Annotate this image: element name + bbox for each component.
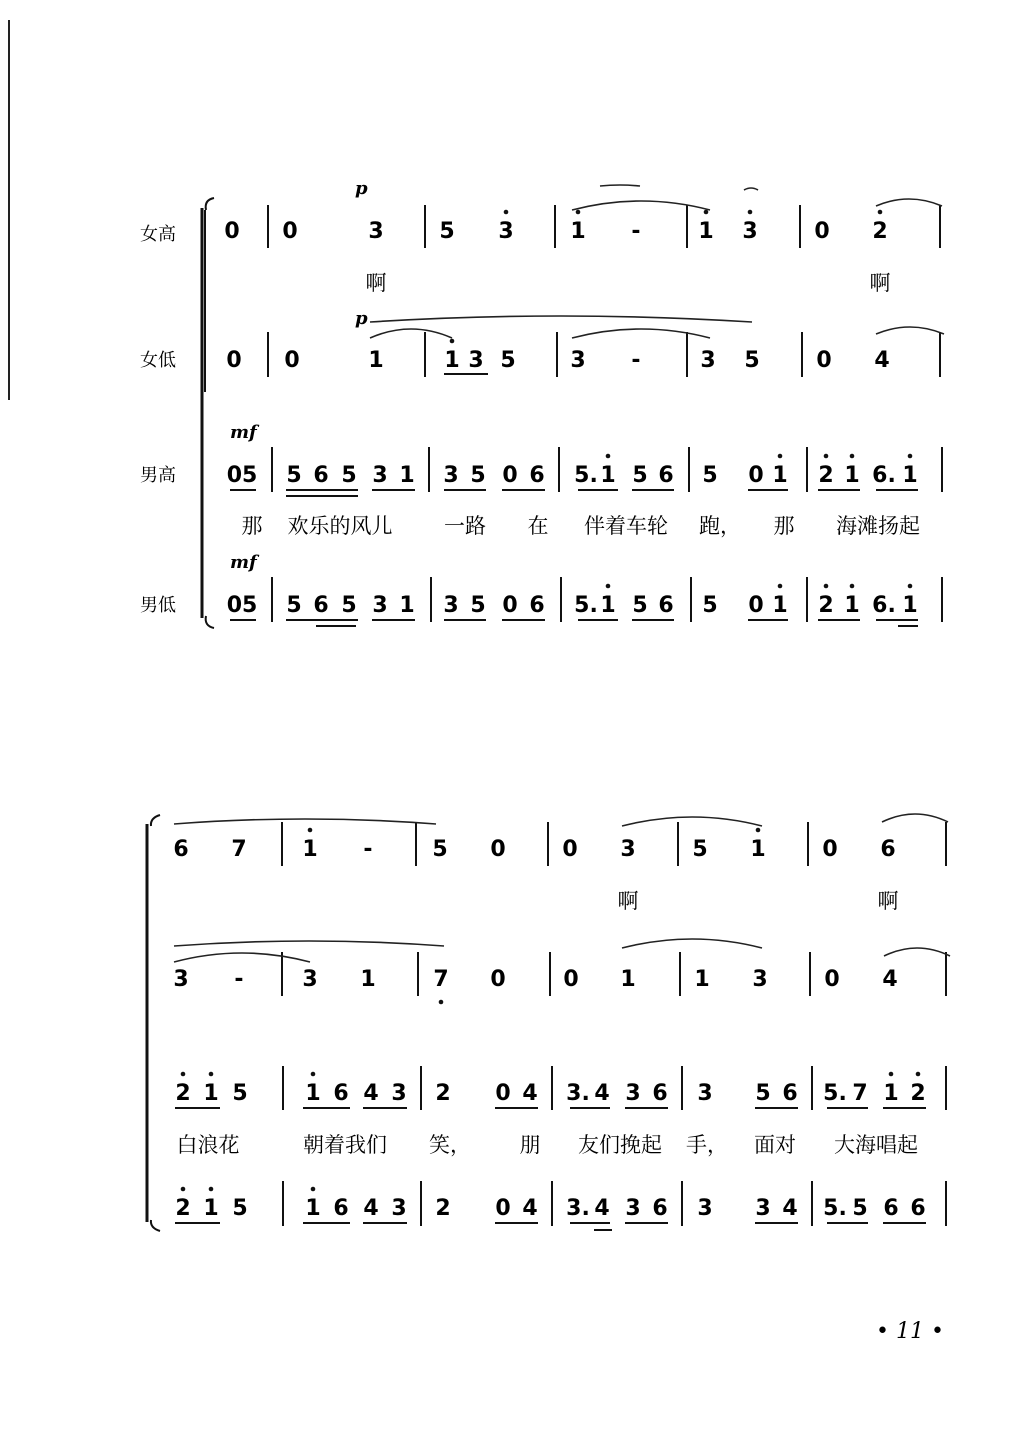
note: 5	[744, 348, 760, 373]
note: 1	[844, 593, 860, 618]
note: 0	[814, 219, 830, 244]
note: 2	[435, 1081, 451, 1106]
note: 1	[902, 463, 918, 488]
note: 3	[752, 967, 768, 992]
note: 1	[883, 1081, 899, 1106]
lyric: 大海唱起	[834, 1133, 918, 1157]
note: 0	[748, 593, 764, 618]
note: 3	[391, 1081, 407, 1106]
note: 5	[232, 1081, 248, 1106]
note: 0	[748, 463, 764, 488]
tie-slur	[744, 188, 758, 190]
note: 5	[341, 593, 357, 618]
note: 3	[697, 1081, 713, 1106]
note: 0	[226, 348, 242, 373]
lyric: 啊	[869, 271, 891, 295]
note: -	[234, 967, 244, 992]
page-number: • 11 •	[876, 1319, 944, 1344]
voice-label-tenor: 男高	[140, 465, 176, 486]
note: 0	[495, 1196, 511, 1221]
brace-bottom	[151, 1220, 160, 1231]
note: 6	[880, 837, 896, 862]
note: 6	[529, 463, 545, 488]
system2-bass-row	[175, 1196, 925, 1221]
note: 5	[755, 1081, 771, 1106]
note: 3	[443, 463, 459, 488]
voice-label-soprano: 女高	[140, 224, 176, 245]
note: 3.	[566, 1081, 590, 1106]
tie-slur	[174, 941, 444, 946]
note: 6	[333, 1196, 349, 1221]
octave-dot	[181, 1072, 186, 1077]
note: 5	[232, 1196, 248, 1221]
note: 3	[468, 348, 484, 373]
note: 6	[333, 1081, 349, 1106]
note: 4	[594, 1081, 610, 1106]
note: 3	[697, 1196, 713, 1221]
lyric: 欢乐的风儿	[287, 514, 393, 538]
note: 0	[824, 967, 840, 992]
lyric: 朋	[519, 1133, 541, 1157]
note: 5	[286, 463, 302, 488]
octave-dot	[748, 210, 753, 215]
note: 0	[490, 837, 506, 862]
note: 1	[399, 593, 415, 618]
note: 5.	[574, 463, 598, 488]
lyric: 白浪花	[176, 1133, 240, 1157]
lyric: 友们挽起	[578, 1133, 662, 1157]
note: 3	[391, 1196, 407, 1221]
note: 5	[470, 463, 486, 488]
system1-bass-row	[227, 593, 918, 618]
octave-dot	[504, 210, 509, 215]
note: 05	[226, 463, 258, 488]
note: -	[631, 219, 641, 244]
note: -	[363, 837, 373, 862]
note: 2	[175, 1196, 191, 1221]
octave-dot	[824, 584, 829, 589]
note: 6	[313, 593, 329, 618]
note: 6	[313, 463, 329, 488]
voice-label-bass: 男低	[140, 595, 176, 616]
note: 3.	[566, 1196, 590, 1221]
note: 5	[852, 1196, 868, 1221]
note: 1	[399, 463, 415, 488]
note: 2	[175, 1081, 191, 1106]
note: 1	[444, 348, 460, 373]
system1-tenor-row	[227, 463, 920, 539]
note: 4	[522, 1081, 538, 1106]
note: 3	[498, 219, 514, 244]
note: 6	[652, 1081, 668, 1106]
lyric: 啊	[877, 889, 899, 913]
note: 3	[625, 1196, 641, 1221]
system1-soprano-row	[224, 219, 890, 295]
tie-slur	[622, 939, 762, 948]
tie-slur	[876, 199, 942, 206]
octave-dot	[576, 210, 581, 215]
note: 5	[432, 837, 448, 862]
note: 1	[305, 1081, 321, 1106]
note: 1	[203, 1081, 219, 1106]
note: 5.	[823, 1196, 847, 1221]
note: 4	[363, 1081, 379, 1106]
note: 5	[439, 219, 455, 244]
note: 0	[490, 967, 506, 992]
octave-dot	[916, 1072, 921, 1077]
tie-slur	[572, 201, 710, 210]
octave-dot	[824, 454, 829, 459]
tie-slur	[876, 327, 944, 334]
note: 7	[231, 837, 247, 862]
tie-slur	[572, 329, 710, 338]
note: 7	[852, 1081, 868, 1106]
tie-slur	[370, 316, 752, 322]
note: 0	[502, 593, 518, 618]
tie-slur	[174, 819, 436, 824]
octave-dot	[778, 584, 783, 589]
note: 2	[818, 463, 834, 488]
note: 1	[368, 348, 384, 373]
dynamic-soprano-p: p	[355, 178, 368, 199]
octave-dot	[889, 1072, 894, 1077]
note: 5	[702, 593, 718, 618]
octave-dot	[908, 584, 913, 589]
note: 5	[341, 463, 357, 488]
note: 6	[529, 593, 545, 618]
tie-slur	[884, 948, 950, 956]
note: 3	[700, 348, 716, 373]
lyric: 手，	[686, 1133, 728, 1157]
lyric: 啊	[365, 271, 387, 295]
note: 4	[363, 1196, 379, 1221]
note: 0	[284, 348, 300, 373]
octave-dot	[606, 454, 611, 459]
voice-label-alto: 女低	[140, 350, 176, 371]
octave-dot	[439, 1000, 444, 1005]
note: 6.	[872, 463, 896, 488]
dynamic-alto-p: p	[355, 308, 368, 329]
note: 5	[632, 593, 648, 618]
note: 5.	[574, 593, 598, 618]
tie-slur	[622, 817, 762, 826]
dynamic-bass-mf: mf	[230, 552, 257, 573]
note: 6	[782, 1081, 798, 1106]
note: 6	[658, 463, 674, 488]
note: 5	[702, 463, 718, 488]
octave-dot	[311, 1072, 316, 1077]
octave-dot	[311, 1187, 316, 1192]
note: 4	[882, 967, 898, 992]
octave-dot	[778, 454, 783, 459]
tie-slur	[600, 185, 640, 186]
note: 1	[694, 967, 710, 992]
lyric: 跑，	[699, 514, 741, 538]
octave-dot	[704, 210, 709, 215]
note: 3	[620, 837, 636, 862]
octave-dot	[878, 210, 883, 215]
note: 4	[782, 1196, 798, 1221]
note: 1	[600, 463, 616, 488]
note: 6	[652, 1196, 668, 1221]
note: 0	[822, 837, 838, 862]
note: 4	[594, 1196, 610, 1221]
note: 6	[883, 1196, 899, 1221]
octave-dot	[450, 339, 455, 344]
note: 5.	[823, 1081, 847, 1106]
system2-tenor-row	[175, 1081, 925, 1158]
lyric: 面对	[754, 1133, 796, 1157]
note: 2	[910, 1081, 926, 1106]
note: 2	[818, 593, 834, 618]
octave-dot	[308, 828, 313, 833]
tie-slur	[370, 329, 452, 338]
tie-slur	[882, 814, 948, 822]
brace-bottom	[206, 616, 214, 628]
lyric: 那	[773, 514, 795, 538]
note: 1	[620, 967, 636, 992]
lyric: 一路	[444, 514, 486, 538]
note: 0	[495, 1081, 511, 1106]
lyric: 那	[241, 514, 263, 538]
note: 0	[562, 837, 578, 862]
note: 2	[435, 1196, 451, 1221]
note: 4	[874, 348, 890, 373]
note: 5	[692, 837, 708, 862]
note: 3	[372, 463, 388, 488]
note: 1	[600, 593, 616, 618]
note: 3	[173, 967, 189, 992]
note: 1	[698, 219, 714, 244]
lyric: 啊	[617, 889, 639, 913]
octave-dot	[756, 828, 761, 833]
octave-dot	[908, 454, 913, 459]
note: 7	[433, 967, 449, 992]
lyric: 伴着车轮	[584, 514, 668, 538]
note: 1	[203, 1196, 219, 1221]
note: 5	[632, 463, 648, 488]
note: 3	[443, 593, 459, 618]
octave-dot	[850, 454, 855, 459]
note: 6	[173, 837, 189, 862]
note: 0	[224, 219, 240, 244]
note: 1	[750, 837, 766, 862]
note: 1	[305, 1196, 321, 1221]
note: 1	[302, 837, 318, 862]
octave-dot	[209, 1187, 214, 1192]
note: 4	[522, 1196, 538, 1221]
note: 0	[563, 967, 579, 992]
note: 6	[910, 1196, 926, 1221]
note: 0	[816, 348, 832, 373]
note: 5	[500, 348, 516, 373]
brace-top	[151, 815, 160, 826]
brace-top	[206, 198, 214, 210]
note: 0	[282, 219, 298, 244]
note: -	[631, 348, 641, 373]
octave-dot	[209, 1072, 214, 1077]
dynamic-tenor-mf: mf	[230, 422, 257, 443]
lyric: 笑，	[429, 1133, 471, 1157]
note: 5	[470, 593, 486, 618]
note: 3	[302, 967, 318, 992]
note: 1	[902, 593, 918, 618]
note: 3	[570, 348, 586, 373]
note: 05	[226, 593, 258, 618]
octave-dot	[181, 1187, 186, 1192]
note: 2	[872, 219, 888, 244]
octave-dot	[606, 584, 611, 589]
note: 3	[742, 219, 758, 244]
note: 5	[286, 593, 302, 618]
note: 6.	[872, 593, 896, 618]
note: 1	[772, 593, 788, 618]
tie-slur	[174, 953, 310, 962]
note: 1	[772, 463, 788, 488]
note: 6	[658, 593, 674, 618]
note: 1	[844, 463, 860, 488]
note: 1	[360, 967, 376, 992]
lyric: 朝着我们	[303, 1133, 387, 1157]
octave-dot	[850, 584, 855, 589]
note: 3	[368, 219, 384, 244]
note: 0	[502, 463, 518, 488]
note: 3	[625, 1081, 641, 1106]
note: 1	[570, 219, 586, 244]
lyric: 在	[527, 514, 549, 538]
note: 3	[755, 1196, 771, 1221]
note: 3	[372, 593, 388, 618]
lyric: 海滩扬起	[836, 514, 920, 538]
